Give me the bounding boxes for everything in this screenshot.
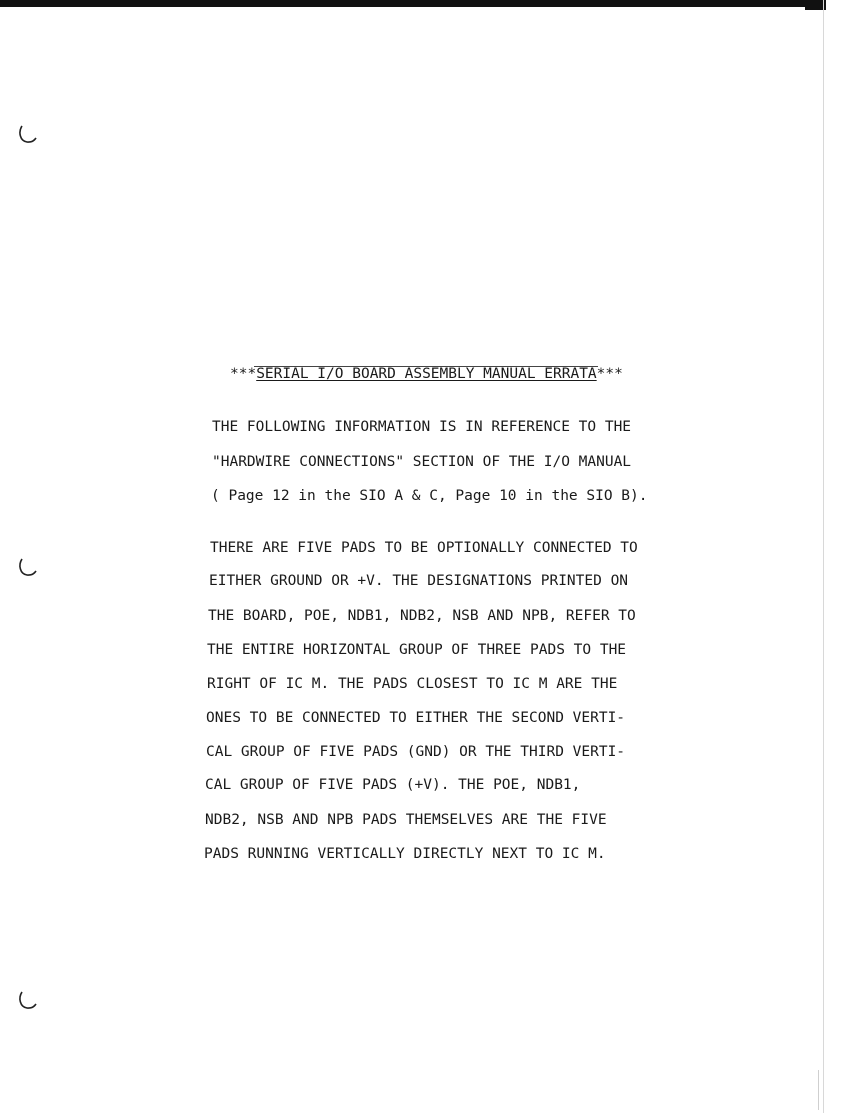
paragraph2-line-4: THE ENTIRE HORIZONTAL GROUP OF THREE PADS TO THE <box>207 642 627 658</box>
title-prefix: *** <box>230 366 257 382</box>
paragraph2-line-6: ONES TO BE CONNECTED TO EITHER THE SECOND VERTI- <box>206 710 626 726</box>
paragraph1-line-1: THE FOLLOWING INFORMATION IS IN REFERENCE TO THE <box>212 419 632 435</box>
page-right-edge <box>823 0 824 1113</box>
binder-hole-mark-middle <box>18 557 38 577</box>
paragraph2-line-7: CAL GROUP OF FIVE PADS (GND) OR THE THIRD VERTI- <box>206 744 626 760</box>
paragraph2-line-1: THERE ARE FIVE PADS TO BE OPTIONALLY CONNECTED TO <box>210 540 638 556</box>
paragraph2-line-9: NDB2, NSB AND NPB PADS THEMSELVES ARE THE FIVE <box>205 812 607 828</box>
paragraph2-line-10: PADS RUNNING VERTICALLY DIRECTLY NEXT TO IC M. <box>204 846 606 862</box>
title-main: SERIAL I/O BOARD ASSEMBLY MANUAL ERRATA <box>256 366 597 382</box>
binder-hole-mark-bottom <box>18 990 38 1010</box>
paragraph2-line-2: EITHER GROUND OR +V. THE DESIGNATIONS PRINTED ON <box>209 573 629 589</box>
paragraph2-line-8: CAL GROUP OF FIVE PADS (+V). THE POE, NDB1, <box>205 777 581 793</box>
binder-hole-mark-top <box>18 124 38 144</box>
paragraph2-line-5: RIGHT OF IC M. THE PADS CLOSEST TO IC M ARE THE <box>207 676 618 692</box>
page-edge-mark <box>818 1070 819 1110</box>
paragraph1-line-3: ( Page 12 in the SIO A & C, Page 10 in the SIO B). <box>211 488 648 504</box>
page-top-border <box>0 0 826 7</box>
document-title <box>230 366 623 382</box>
paragraph2-line-3: THE BOARD, POE, NDB1, NDB2, NSB AND NPB, REFER TO <box>208 608 636 624</box>
paragraph1-line-2: "HARDWIRE CONNECTIONS" SECTION OF THE I/O MANUAL <box>212 454 632 470</box>
title-suffix: *** <box>596 366 623 382</box>
